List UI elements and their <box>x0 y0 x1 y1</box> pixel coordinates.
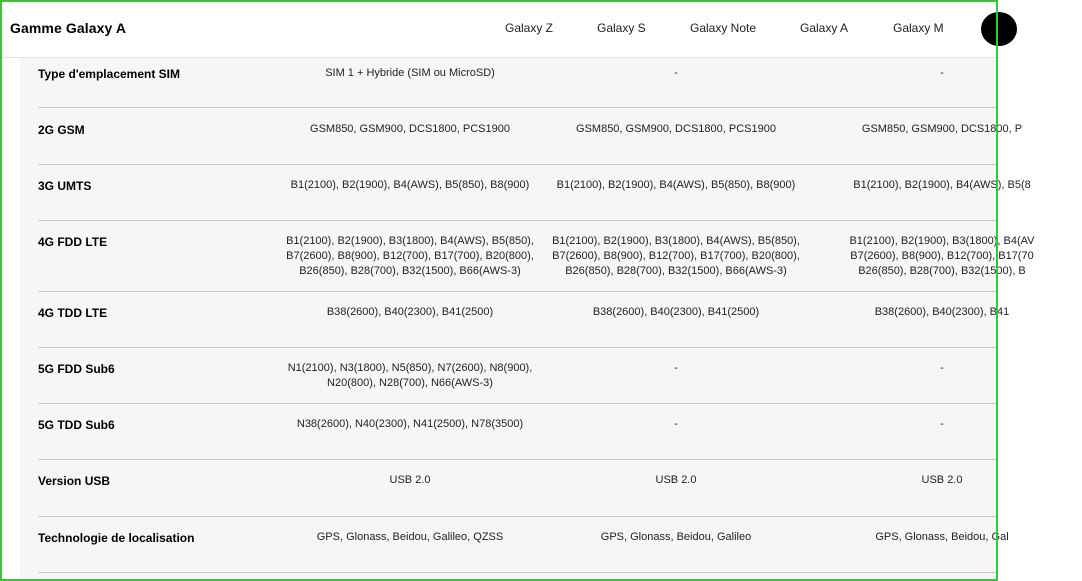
nav-item-galaxy-a[interactable]: Galaxy A <box>800 21 849 35</box>
spec-value: - <box>674 362 678 374</box>
top-navigation-bar <box>0 0 998 58</box>
spec-value: - <box>940 362 944 374</box>
row-label: 4G FDD LTE <box>38 235 108 249</box>
spec-value: N38(2600), N40(2300), N41(2500), N78(3500) <box>296 418 524 430</box>
row-label: 3G UMTS <box>38 179 92 193</box>
spec-value: - <box>940 418 944 430</box>
nav-item-galaxy-s[interactable]: Galaxy S <box>597 21 646 35</box>
spec-value: B38(2600), B40(2300), B41(2500) <box>326 306 494 318</box>
spec-value: USB 2.0 <box>655 474 697 486</box>
spec-value: GSM850, GSM900, DCS1800, PCS1900 <box>576 123 776 135</box>
spec-value: B1(2100), B2(1900), B3(1800), B4(AV B7(2600), B8(900), B12(700), B17(70 B26(850), B28(700), B32(1500), B <box>849 235 1035 277</box>
row-label: Technologie de localisation <box>38 531 195 545</box>
row-divider <box>38 572 998 573</box>
row-divider <box>38 403 998 404</box>
row-divider <box>38 164 998 165</box>
row-label: 4G TDD LTE <box>38 306 108 320</box>
spec-value: B1(2100), B2(1900), B3(1800), B4(AWS), B5(850), B7(2600), B8(900), B12(700), B17(700), B20(800), B26(850), B28(700), B32(1500), B66(AWS-3) <box>286 235 534 277</box>
series-nav <box>0 21 998 39</box>
spec-comparison-table <box>20 58 1035 581</box>
row-label: Version USB <box>38 474 111 488</box>
row-label: 5G FDD Sub6 <box>38 362 115 376</box>
spec-value: GSM850, GSM900, DCS1800, PCS1900 <box>310 123 510 135</box>
nav-item-galaxy-note[interactable]: Galaxy Note <box>690 21 757 35</box>
spec-value: N1(2100), N3(1800), N5(850), N7(2600), N8(900), N20(800), N28(700), N66(AWS-3) <box>287 362 533 389</box>
spec-value: B1(2100), B2(1900), B3(1800), B4(AWS), B5(850), B7(2600), B8(900), B12(700), B17(700), B20(800), B26(850), B28(700), B32(1500), B66(AWS-3) <box>552 235 800 277</box>
spec-value: B1(2100), B2(1900), B4(AWS), B5(8 <box>853 179 1031 191</box>
row-divider <box>38 291 998 292</box>
spec-value: GSM850, GSM900, DCS1800, P <box>861 123 1023 135</box>
row-label: Type d'emplacement SIM <box>38 67 181 81</box>
page-title: Gamme Galaxy A <box>10 20 127 36</box>
row-label: 5G TDD Sub6 <box>38 418 115 432</box>
row-label: 2G GSM <box>38 123 85 137</box>
spec-value: B38(2600), B40(2300), B41 <box>874 306 1010 318</box>
spec-value: USB 2.0 <box>389 474 431 486</box>
nav-more-button[interactable] <box>981 12 1017 46</box>
nav-item-galaxy-m[interactable]: Galaxy M <box>893 21 944 35</box>
spec-value: B1(2100), B2(1900), B4(AWS), B5(850), B8(900) <box>290 179 530 191</box>
row-divider <box>38 347 998 348</box>
nav-item-galaxy-z[interactable]: Galaxy Z <box>505 21 554 35</box>
spec-value: - <box>674 418 678 430</box>
row-divider <box>38 220 998 221</box>
spec-value: GPS, Glonass, Beidou, Galileo <box>600 531 752 543</box>
spec-value: B38(2600), B40(2300), B41(2500) <box>592 306 760 318</box>
spec-value: GPS, Glonass, Beidou, Gal <box>875 531 1009 543</box>
spec-value: USB 2.0 <box>921 474 963 486</box>
row-divider <box>38 459 998 460</box>
spec-value: SIM 1 + Hybride (SIM ou MicroSD) <box>325 67 495 79</box>
spec-value: GPS, Glonass, Beidou, Galileo, QZSS <box>316 531 504 543</box>
spec-value: - <box>674 67 678 79</box>
row-divider <box>38 516 998 517</box>
spec-value: - <box>940 67 944 79</box>
spec-value: B1(2100), B2(1900), B4(AWS), B5(850), B8(900) <box>556 179 796 191</box>
row-divider <box>38 107 998 108</box>
